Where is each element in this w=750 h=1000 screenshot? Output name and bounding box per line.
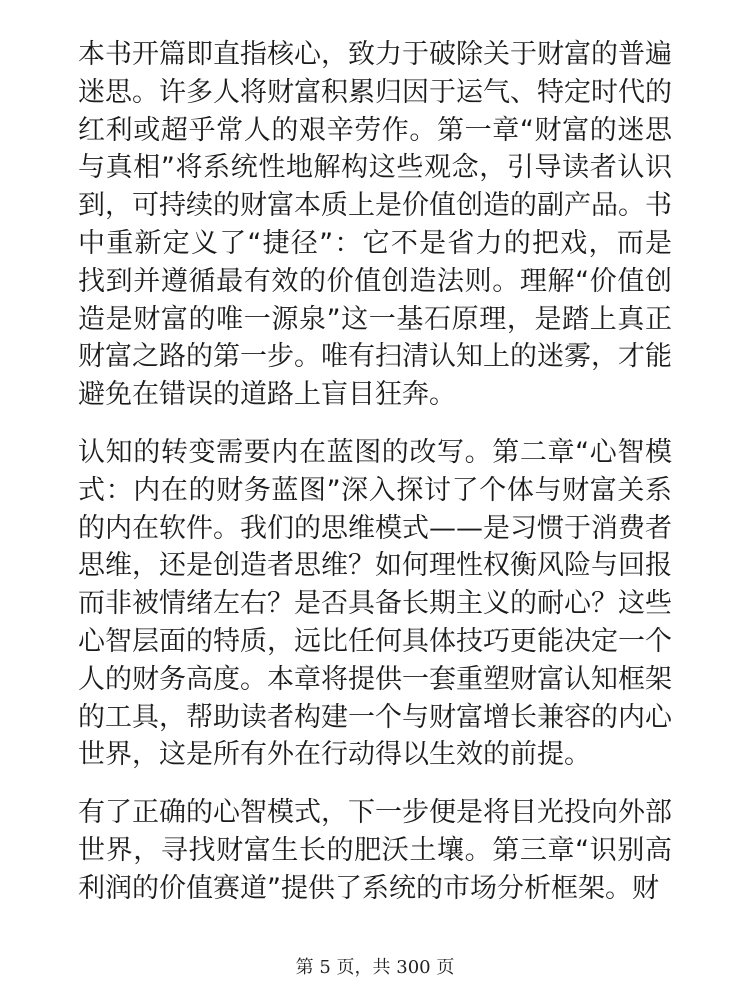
paragraph-1: 本书开篇即直指核心，致力于破除关于财富的普遍迷思。许多人将财富积累归因于运气、特定时代的红利或超乎常人的艰辛劳作。第一章“财富的迷思与真相”将系统性地解构这些观念，引导读者认识到，可持续的财富本质上是价值创造的副产品。书中重新定义了“捷径”：它不是省力的把戏，而是找到并遵循最有效的价值创造法则。理解“价值创造是财富的唯一源泉”这一基石原理，是踏上真正财富之路的第一步。唯有扫清认知上的迷雾，才能避免在错误的道路上盲目狂奔。 bbox=[78, 39, 672, 411]
paragraph-3: 有了正确的心智模式，下一步便是将目光投向外部世界，寻找财富生长的肥沃土壤。第三章“识别高利润的价值赛道”提供了系统的市场分析框架。财 bbox=[78, 797, 672, 904]
body-text bbox=[78, 36, 672, 908]
paragraph-2: 认知的转变需要内在蓝图的改写。第二章“心智模式：内在的财务蓝图”深入探讨了个体与财富关系的内在软件。我们的思维模式——是习惯于消费者思维，还是创造者思维？如何理性权衡风险与回报而非被情绪左右？是否具备长期主义的耐心？这些心智层面的特质，远比任何具体技巧更能决定一个人的财务高度。本章将提供一套重塑财富认知框架的工具，帮助读者构建一个与财富增长兼容的内心世界，这是所有外在行动得以生效的前提。 bbox=[78, 436, 672, 771]
page-footer: 第 5 页，共 300 页 bbox=[295, 957, 455, 978]
